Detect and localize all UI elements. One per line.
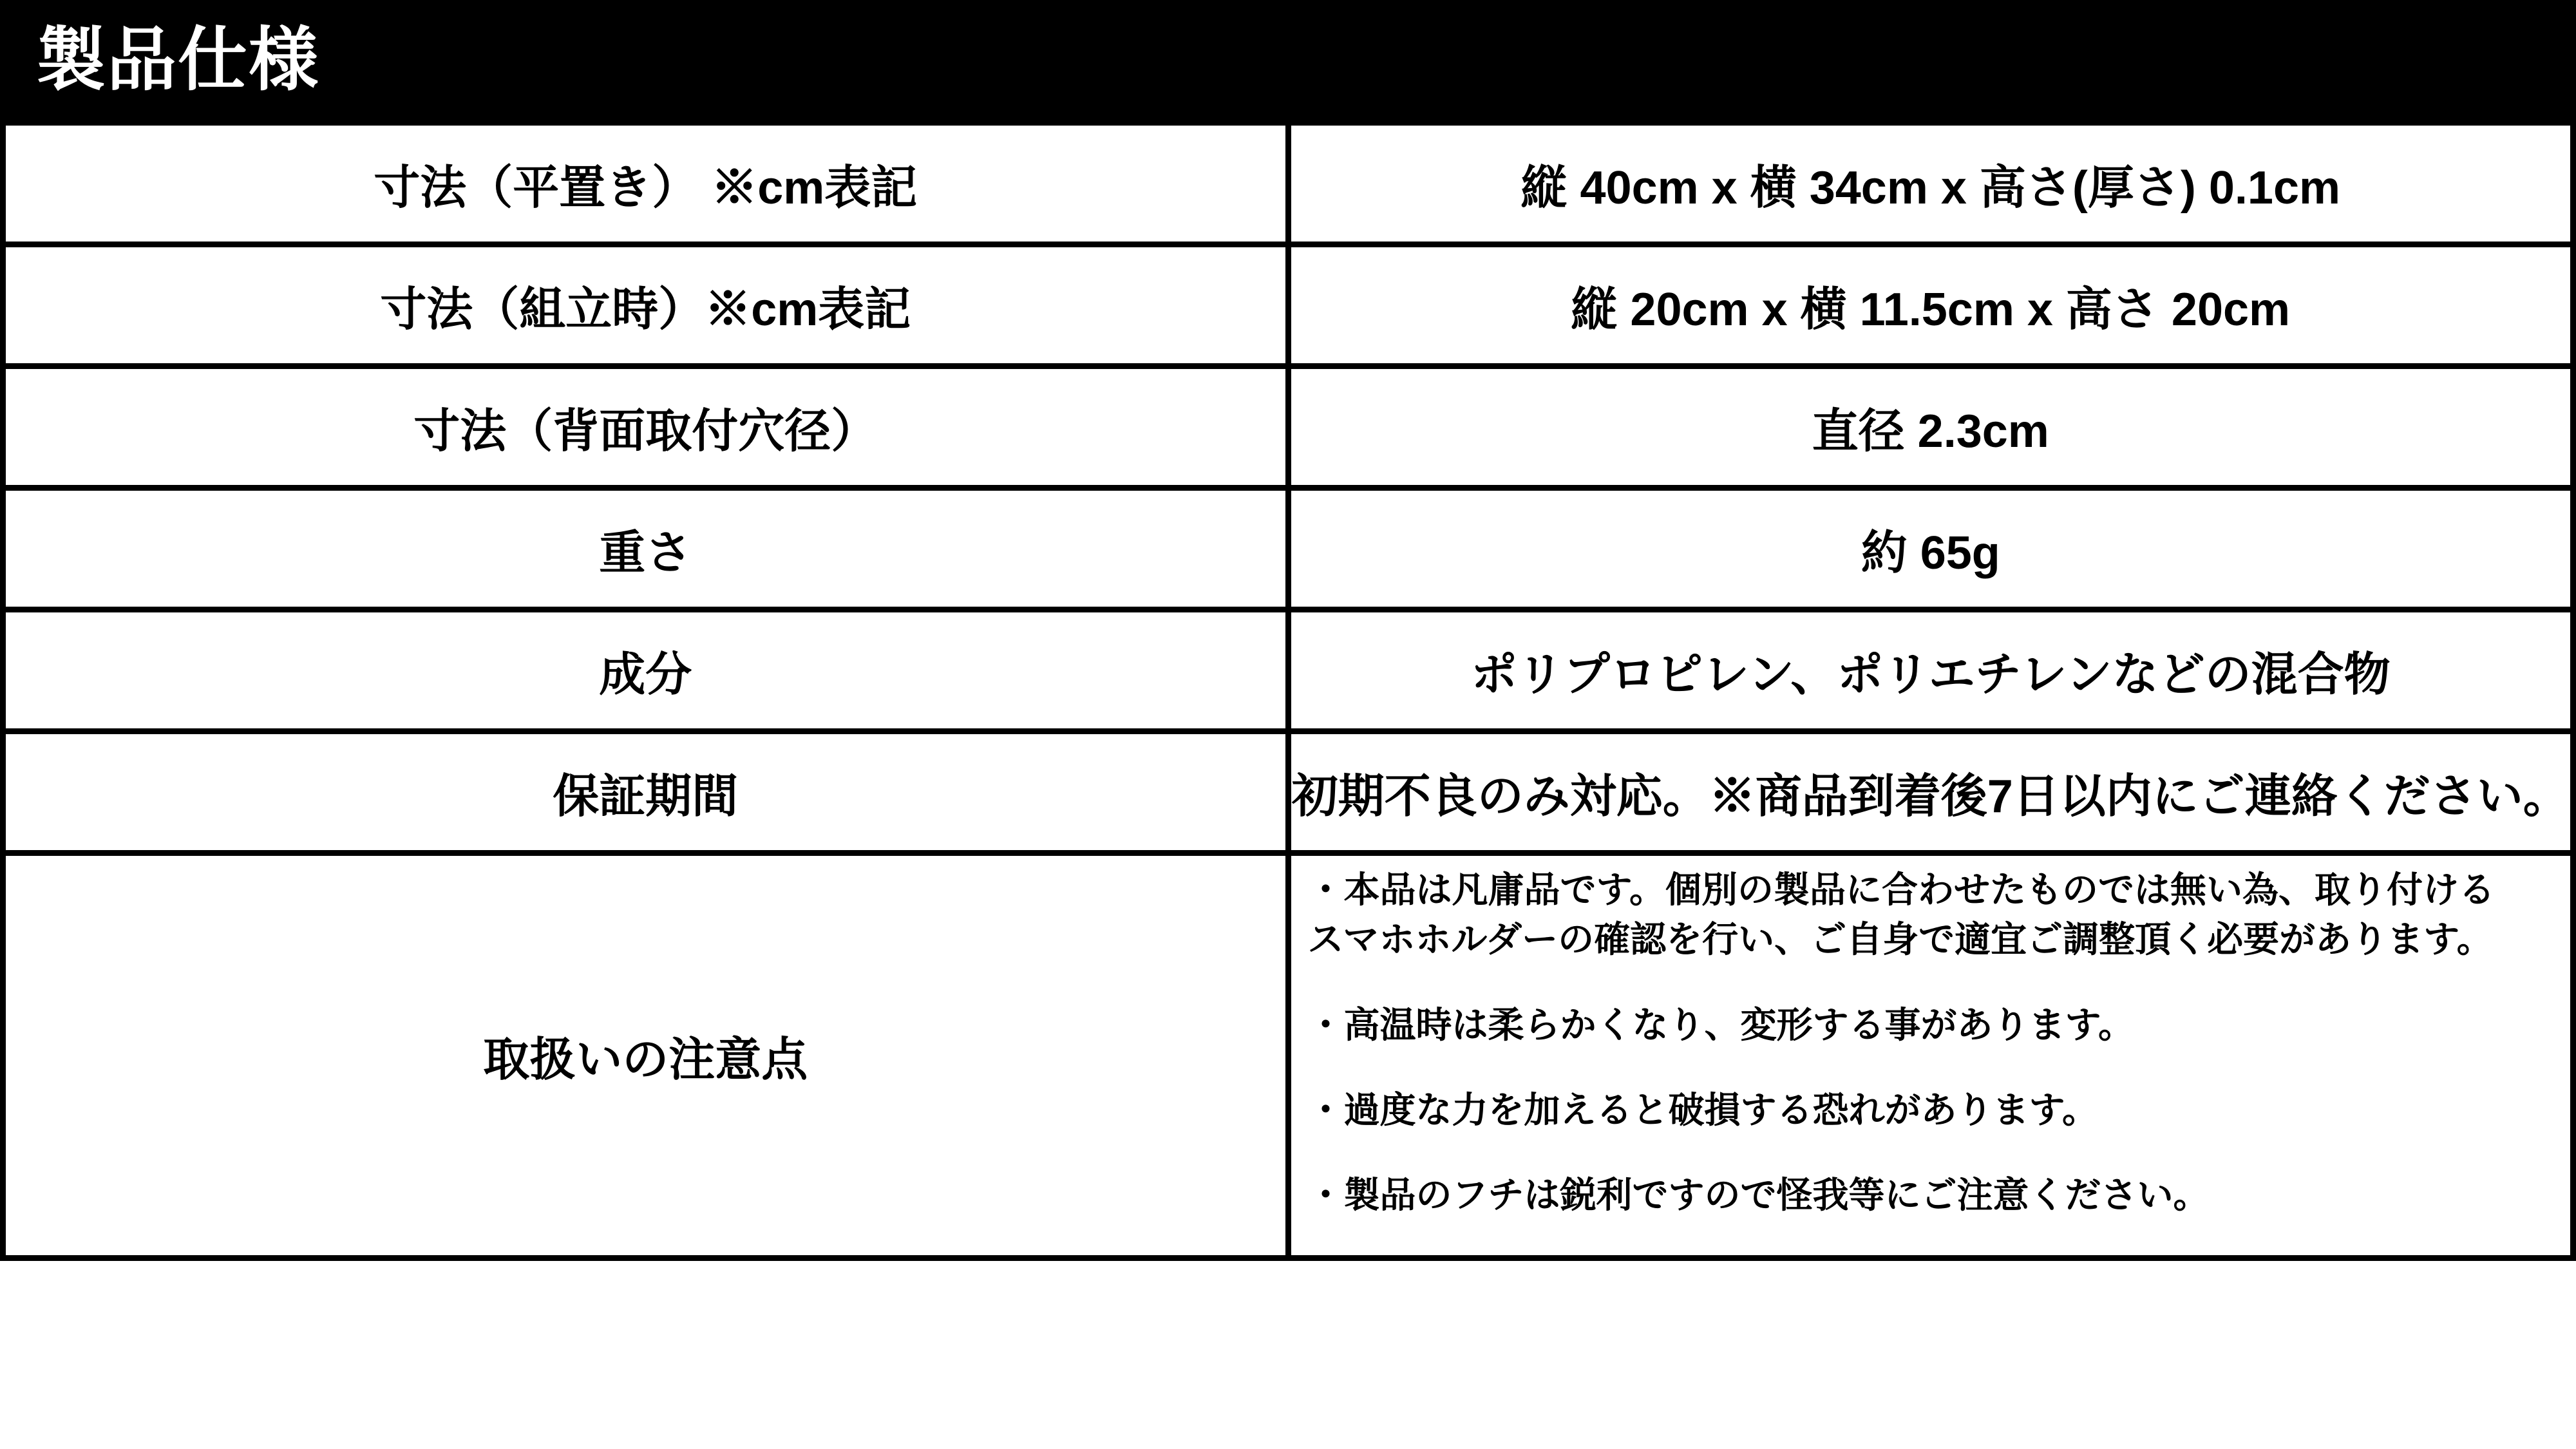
page-title: 製品仕様	[36, 21, 320, 99]
spec-label-weight: 重さ	[3, 488, 1289, 610]
table-row	[3, 245, 2573, 366]
spec-value-dimensions-flat: 縦 40cm x 横 34cm x 高さ(厚さ) 0.1cm	[1288, 123, 2573, 245]
table-row-notes	[3, 853, 2573, 1258]
table-row	[3, 488, 2573, 610]
spec-value-warranty: 初期不良のみ対応。※商品到着後7日以内にご連絡ください。	[1288, 732, 2573, 853]
spec-notes	[1288, 853, 2573, 1258]
spec-value-hole-diameter: 直径 2.3cm	[1288, 366, 2573, 488]
note-item: ・過度な力を加えると破損する恐れがあります。	[1307, 1089, 2099, 1130]
spec-label-dimensions-flat: 寸法（平置き） ※cm表記	[3, 123, 1289, 245]
note-item: ・製品のフチは鋭利ですので怪我等にご注意ください。	[1307, 1175, 2210, 1216]
spec-value-weight: 約 65g	[1288, 488, 2573, 610]
table-row	[3, 732, 2573, 853]
spec-value-material: ポリプロピレン、ポリエチレンなどの混合物	[1288, 610, 2573, 732]
note-item: ・高温時は柔らかくなり、変形する事があります。	[1307, 1004, 2135, 1045]
spec-label-warranty: 保証期間	[3, 732, 1289, 853]
header-bar	[0, 0, 2576, 120]
spec-label-dimensions-assembled: 寸法（組立時）※cm表記	[3, 245, 1289, 366]
spec-value-dimensions-assembled: 縦 20cm x 横 11.5cm x 高さ 20cm	[1288, 245, 2573, 366]
table-row	[3, 366, 2573, 488]
table-row	[3, 123, 2573, 245]
spec-table	[0, 120, 2576, 1261]
note-item: ・本品は凡庸品です。個別の製品に合わせたものでは無い為、取り付けるスマホホルダーの確認を行い、ご自身で適宜ご調整頂く必要があります。	[1307, 869, 2496, 960]
spec-label-hole-diameter: 寸法（背面取付穴径）	[3, 366, 1289, 488]
spec-label-material: 成分	[3, 610, 1289, 732]
table-row	[3, 610, 2573, 732]
spec-label-handling-notes: 取扱いの注意点	[3, 853, 1289, 1258]
